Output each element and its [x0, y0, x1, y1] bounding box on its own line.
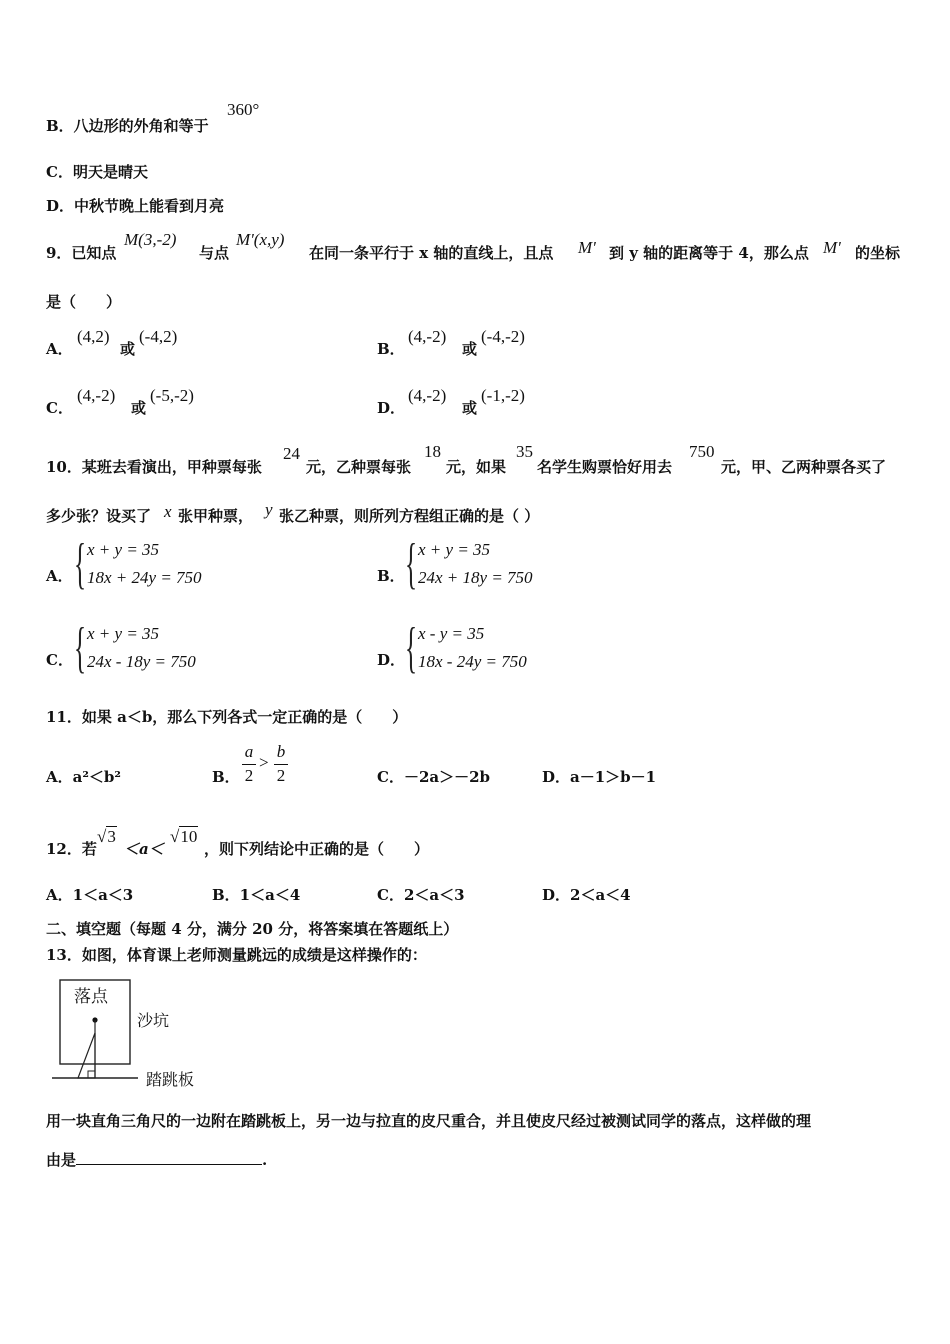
q11-option-b-gt: > — [259, 753, 269, 772]
q8-option-d: D．中秋节晚上能看到月亮 — [46, 197, 225, 215]
q13-body-line2 — [46, 1150, 267, 1170]
q10-price-b: 18 — [424, 442, 441, 461]
q9-option-c-label: C． — [46, 399, 73, 417]
q9-stem-part3: 在同一条平行于 x 轴的直线上，且点 — [309, 244, 554, 262]
q10-option-c-eq1: x + y = 35 — [87, 624, 160, 643]
q10-option-b-eq2: 24x + 18y = 750 — [418, 568, 533, 587]
q10-option-c-brace: { — [74, 617, 87, 679]
q10-var-y: y — [265, 500, 273, 519]
figure-label-pit: 沙坑 — [137, 1011, 170, 1030]
q10-price-a: 24 — [283, 444, 300, 463]
q10-stem-line2a: 多少张？设买了 — [46, 507, 152, 525]
q9-option-c-coord1: (4,-2) — [77, 386, 116, 405]
q10-option-d-label: D． — [377, 651, 406, 669]
q10-total-cost: 750 — [689, 442, 715, 461]
q10-stem-part5: 元，甲、乙两种票各买了 — [721, 458, 887, 476]
q9-m-prime-ref1: M' — [578, 238, 596, 257]
q9-stem-part2: 与点 — [199, 244, 230, 262]
q10-student-count: 35 — [516, 442, 533, 461]
q9-option-d-coord1: (4,-2) — [408, 386, 447, 405]
q12-sqrt-3-radicand: 3 — [107, 827, 116, 846]
q11-option-b-den2: 2 — [276, 766, 286, 785]
q9-option-d-coord2: (-1,-2) — [481, 386, 525, 405]
q10-option-b-eq1: x + y = 35 — [418, 540, 491, 559]
q9-stem-part4: 到 y 轴的距离等于 4，那么点 — [609, 244, 809, 262]
q11-option-c: C．－2a＞－2b — [377, 768, 491, 786]
q11-option-d: D．a－1＞b－1 — [542, 768, 657, 786]
q10-stem-part4: 名学生购票恰好用去 — [537, 458, 673, 476]
q13-stem: 13．如图，体育课上老师测量跳远的成绩是这样操作的： — [46, 946, 427, 964]
figure-label-landing: 落点 — [74, 987, 108, 1007]
q9-stem-line2: 是（ ） — [46, 293, 122, 311]
q10-option-a-brace: { — [74, 533, 87, 595]
q9-point-m-prime: M'(x,y) — [236, 230, 285, 249]
q8-option-b — [46, 116, 209, 136]
q12-option-c: C．2＜a＜3 — [377, 886, 465, 904]
q11-option-b-label: B． — [212, 768, 240, 786]
q13-answer-blank[interactable] — [76, 1150, 262, 1165]
q9-option-d-or: 或 — [462, 399, 478, 417]
q10-option-a-label: A． — [46, 567, 73, 585]
q10-var-x: x — [164, 502, 172, 521]
q10-stem-part3: 元，如果 — [446, 458, 507, 476]
q13-body-suffix: . — [262, 1151, 268, 1169]
q9-m-prime-ref2: M' — [823, 238, 841, 257]
q12-stem-mid: ＜a＜ — [124, 840, 164, 858]
section-2-heading: 二、填空题（每题 4 分，满分 20 分，将答案填在答题纸上） — [46, 920, 459, 938]
q10-stem-part2: 元，乙种票每张 — [306, 458, 412, 476]
q10-option-a-eq2: 18x + 24y = 750 — [87, 568, 202, 587]
q9-option-b-coord2: (-4,-2) — [481, 327, 525, 346]
q11-option-b-num1: a — [244, 742, 254, 761]
q9-option-c-coord2: (-5,-2) — [150, 386, 194, 405]
q8-option-c: C．明天是晴天 — [46, 163, 148, 181]
q11-option-b-num2: b — [276, 742, 286, 761]
q12-sqrt-10: √10 — [170, 827, 198, 846]
q9-option-d-label: D． — [377, 399, 406, 417]
q12-sqrt-3: √3 — [97, 827, 116, 846]
q9-stem-part1: 9．已知点 — [46, 244, 117, 262]
q9-stem-part5: 的坐标 — [855, 244, 901, 262]
q9-option-a-label: A． — [46, 340, 73, 358]
q10-option-d-brace: { — [405, 617, 418, 679]
q11-option-b-bar1 — [242, 764, 256, 765]
q11-stem: 11．如果 a＜b，那么下列各式一定正确的是（ ） — [46, 708, 408, 726]
q12-stem-part1: 12．若 — [46, 840, 97, 858]
q9-option-a-or: 或 — [120, 340, 136, 358]
q10-stem-line2b: 张甲种票， — [178, 507, 254, 525]
q13-body-prefix: 由是 — [46, 1151, 77, 1169]
q11-option-a: A．a²＜b² — [46, 768, 121, 786]
q10-stem-part1: 10．某班去看演出，甲种票每张 — [46, 458, 262, 476]
q12-option-b: B．1＜a＜4 — [212, 886, 301, 904]
q10-option-b-brace: { — [405, 533, 418, 595]
q11-option-b-den1: 2 — [244, 766, 254, 785]
q11-option-b-bar2 — [274, 764, 288, 765]
q9-option-b-coord1: (4,-2) — [408, 327, 447, 346]
q13-figure — [50, 978, 220, 1090]
q10-option-a-eq1: x + y = 35 — [87, 540, 160, 559]
q9-option-a-coord2: (-4,2) — [139, 327, 178, 346]
q10-option-c-label: C． — [46, 651, 73, 669]
q10-option-d-eq1: x - y = 35 — [418, 624, 485, 643]
q8-option-b-label: B．八边形的外角和等于 — [46, 117, 209, 135]
q12-option-d: D．2＜a＜4 — [542, 886, 631, 904]
q9-option-a-coord1: (4,2) — [77, 327, 110, 346]
q12-option-a: A．1＜a＜3 — [46, 886, 134, 904]
q13-body-line1: 用一块直角三角尺的一边附在踏跳板上，另一边与拉直的皮尺重合，并且使皮尺经过被测试同学的落点，这样做的理 — [46, 1112, 812, 1130]
q9-option-c-or: 或 — [131, 399, 147, 417]
q9-point-m: M(3,-2) — [124, 230, 177, 249]
q9-option-b-label: B． — [377, 340, 405, 358]
q12-stem-part2: ，则下列结论中正确的是（ ） — [204, 840, 430, 858]
figure-label-board: 踏跳板 — [146, 1070, 195, 1089]
q9-option-b-or: 或 — [462, 340, 478, 358]
q12-sqrt-10-radicand: 10 — [180, 827, 198, 846]
q8-option-b-math: 360° — [227, 100, 260, 119]
q10-option-b-label: B． — [377, 567, 405, 585]
q10-option-d-eq2: 18x - 24y = 750 — [418, 652, 527, 671]
right-angle-mark — [88, 1071, 95, 1078]
q10-option-c-eq2: 24x - 18y = 750 — [87, 652, 196, 671]
q10-stem-line2c: 张乙种票，则所列方程组正确的是（ ） — [279, 507, 540, 525]
